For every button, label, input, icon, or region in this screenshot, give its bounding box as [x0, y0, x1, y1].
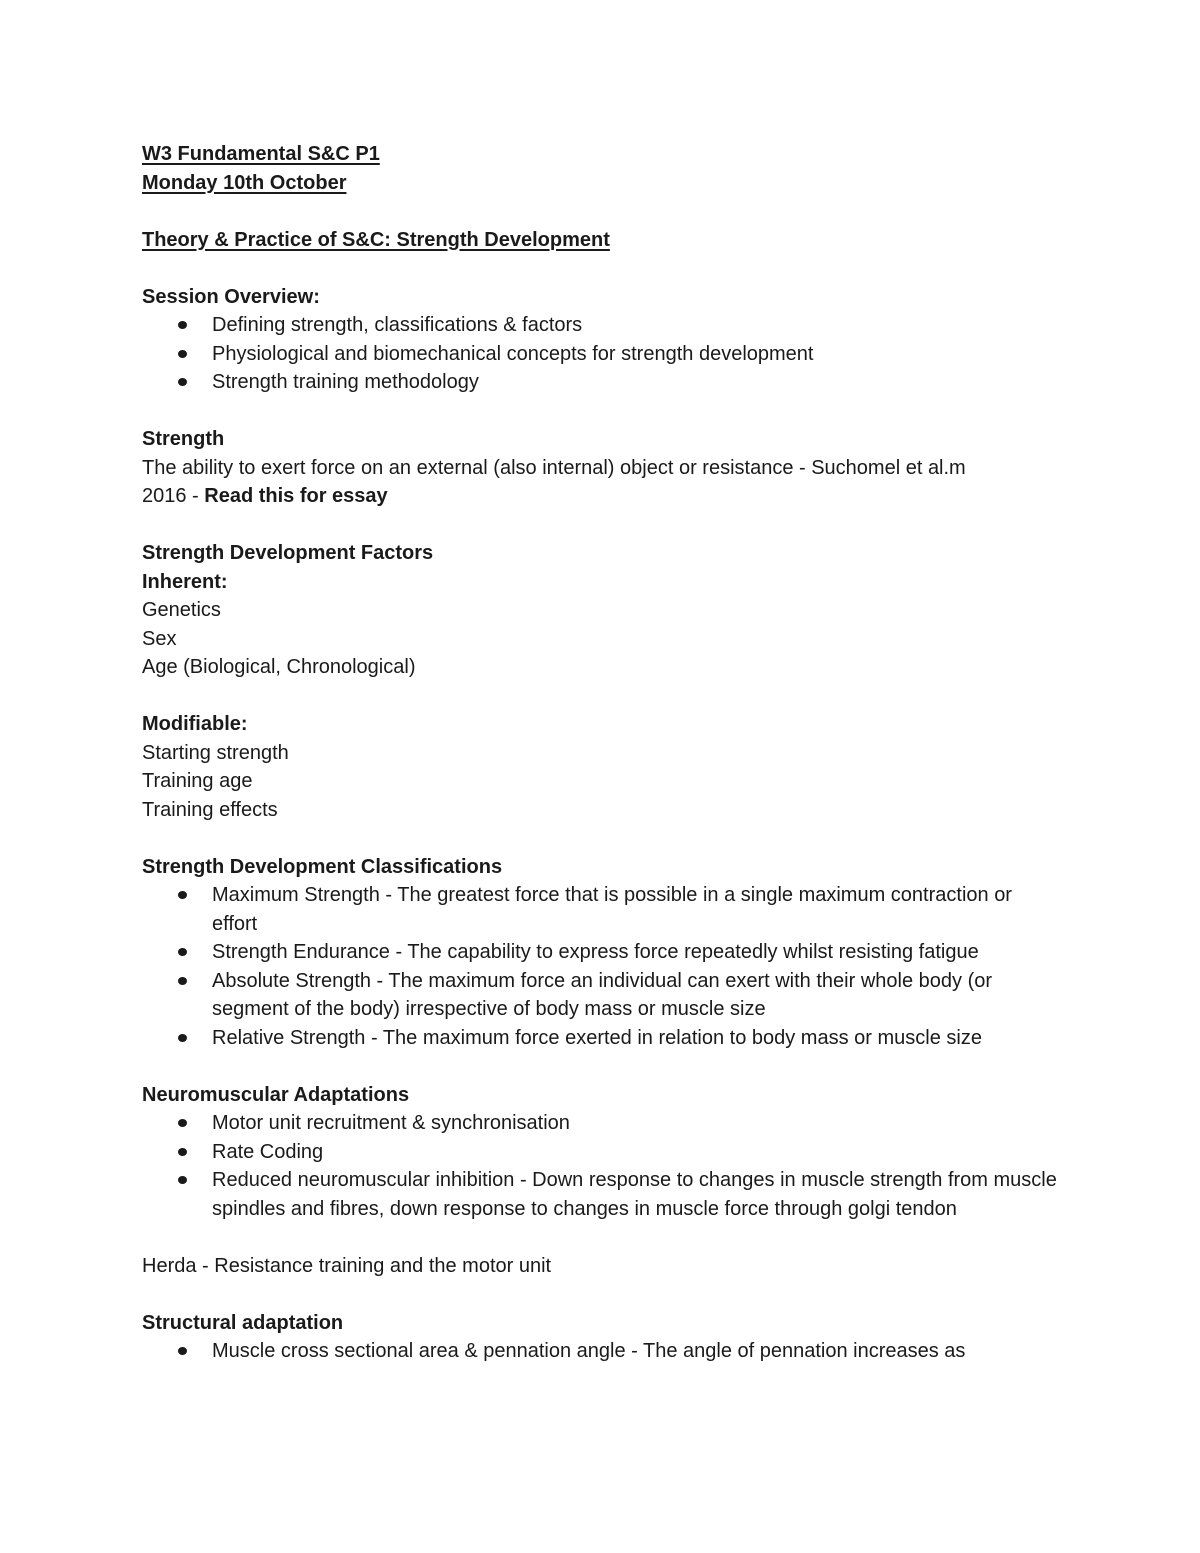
list-item: Defining strength, classifications & factors	[142, 311, 1062, 340]
doc-title: W3 Fundamental S&C P1	[142, 143, 380, 165]
list-item: Motor unit recruitment & synchronisation	[142, 1109, 1062, 1138]
classifications-heading: Strength Development Classifications	[142, 855, 503, 878]
doc-subtitle: Theory & Practice of S&C: Strength Development	[142, 228, 610, 251]
doc-date: Monday 10th October	[142, 171, 347, 194]
essay-note: Read this for essay	[204, 485, 388, 507]
strength-definition-line1: The ability to exert force on an external (also internal) object or resistance - Suchomel et al.m	[142, 456, 966, 479]
bullet-icon	[178, 1176, 187, 1184]
bullet-icon	[178, 1034, 187, 1042]
list-item: Rate Coding	[142, 1138, 1062, 1167]
neuromuscular-heading: Neuromuscular Adaptations	[142, 1083, 410, 1106]
document-content	[142, 140, 1062, 1366]
bullet-icon	[178, 1148, 187, 1156]
inherent-item: Sex	[142, 627, 177, 650]
bullet-icon	[178, 350, 187, 358]
reference-note: Herda - Resistance training and the motor unit	[142, 1254, 552, 1277]
bullet-icon	[178, 977, 187, 985]
bullet-icon	[178, 321, 187, 329]
bullet-icon	[178, 891, 187, 899]
list-item: Strength Endurance - The capability to express force repeatedly whilst resisting fatigue	[142, 938, 1062, 967]
list-item: Reduced neuromuscular inhibition - Down response to changes in muscle strength from muscle spindles and fibres, down response to changes in muscle force through golgi tendon	[142, 1166, 1062, 1223]
modifiable-item: Training effects	[142, 798, 278, 821]
factors-heading: Strength Development Factors	[142, 542, 434, 564]
list-item: Maximum Strength - The greatest force that is possible in a single maximum contraction or effort	[142, 881, 1062, 938]
bullet-icon	[178, 948, 187, 956]
list-item: Physiological and biomechanical concepts for strength development	[142, 340, 1062, 369]
list-item: Muscle cross sectional area & pennation angle - The angle of pennation increases as	[142, 1337, 1062, 1366]
structural-list	[142, 1337, 1062, 1366]
session-overview-heading: Session Overview:	[142, 285, 320, 308]
strength-definition-line2: 2016 - Read this for essay	[142, 485, 388, 507]
modifiable-item: Training age	[142, 770, 253, 792]
neuromuscular-list	[142, 1109, 1062, 1223]
classifications-list	[142, 881, 1062, 1052]
inherent-item: Age (Biological, Chronological)	[142, 656, 416, 678]
list-item: Strength training methodology	[142, 368, 1062, 397]
strength-heading: Strength	[142, 428, 225, 450]
bullet-icon	[178, 1347, 187, 1355]
modifiable-item: Starting strength	[142, 741, 289, 764]
structural-heading: Structural adaptation	[142, 1311, 344, 1334]
modifiable-heading: Modifiable:	[142, 713, 248, 735]
inherent-heading: Inherent:	[142, 570, 228, 593]
bullet-icon	[178, 378, 187, 386]
list-item: Relative Strength - The maximum force exerted in relation to body mass or muscle size	[142, 1024, 1062, 1053]
inherent-item: Genetics	[142, 599, 221, 621]
bullet-icon	[178, 1119, 187, 1127]
list-item: Absolute Strength - The maximum force an individual can exert with their whole body (or segment of the body) irrespective of body mass or muscle size	[142, 967, 1062, 1024]
session-overview-list	[142, 311, 1062, 397]
